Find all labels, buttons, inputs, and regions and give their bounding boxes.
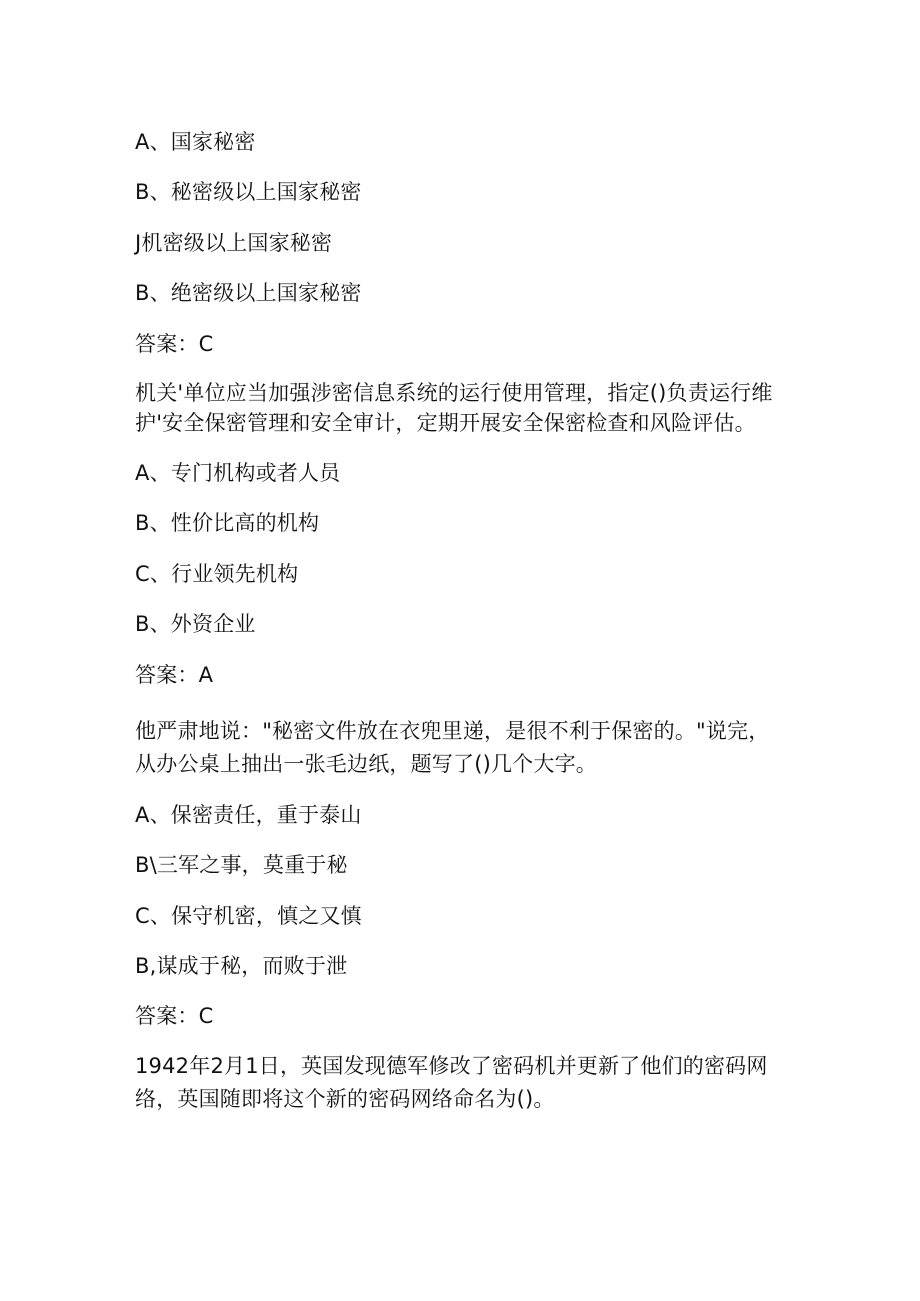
option-line: A、专门机构或者人员 xyxy=(135,461,341,485)
option-line: A、国家秘密 xyxy=(135,130,256,154)
question-line: 1942年2月1日，英国发现德军修改了密码机并更新了他们的密码网 xyxy=(135,1054,768,1078)
question-line: 从办公桌上抽出一张毛边纸，题写了()几个大字。 xyxy=(135,752,597,776)
option-line: B,谋成于秘，而败于泄 xyxy=(135,954,348,978)
option-line: A、保密责任，重于泰山 xyxy=(135,803,362,827)
question-line: 他严肃地说："秘密文件放在衣兜里递，是很不利于保密的。"说完， xyxy=(135,719,770,743)
question-line: 护'安全保密管理和安全审计，定期开展安全保密检查和风险评估。 xyxy=(135,411,756,435)
option-line: C、行业领先机构 xyxy=(135,562,299,586)
answer-line: 答案：C xyxy=(135,1004,214,1028)
option-line: J机密级以上国家秘密 xyxy=(135,231,333,255)
option-line: C、保守机密，慎之又慎 xyxy=(135,904,362,928)
option-line: B、性价比高的机构 xyxy=(135,511,320,535)
option-line: B、绝密级以上国家秘密 xyxy=(135,281,362,305)
option-line: B、外资企业 xyxy=(135,612,256,636)
question-line: 络，英国随即将这个新的密码网络命名为()。 xyxy=(135,1087,555,1111)
question-line: 机关'单位应当加强涉密信息系统的运行使用管理，指定()负责运行维 xyxy=(135,381,773,405)
answer-line: 答案：C xyxy=(135,332,214,356)
answer-line: 答案：A xyxy=(135,663,214,687)
option-line: B、秘密级以上国家秘密 xyxy=(135,180,362,204)
option-line: B\三军之事，莫重于秘 xyxy=(135,853,348,877)
